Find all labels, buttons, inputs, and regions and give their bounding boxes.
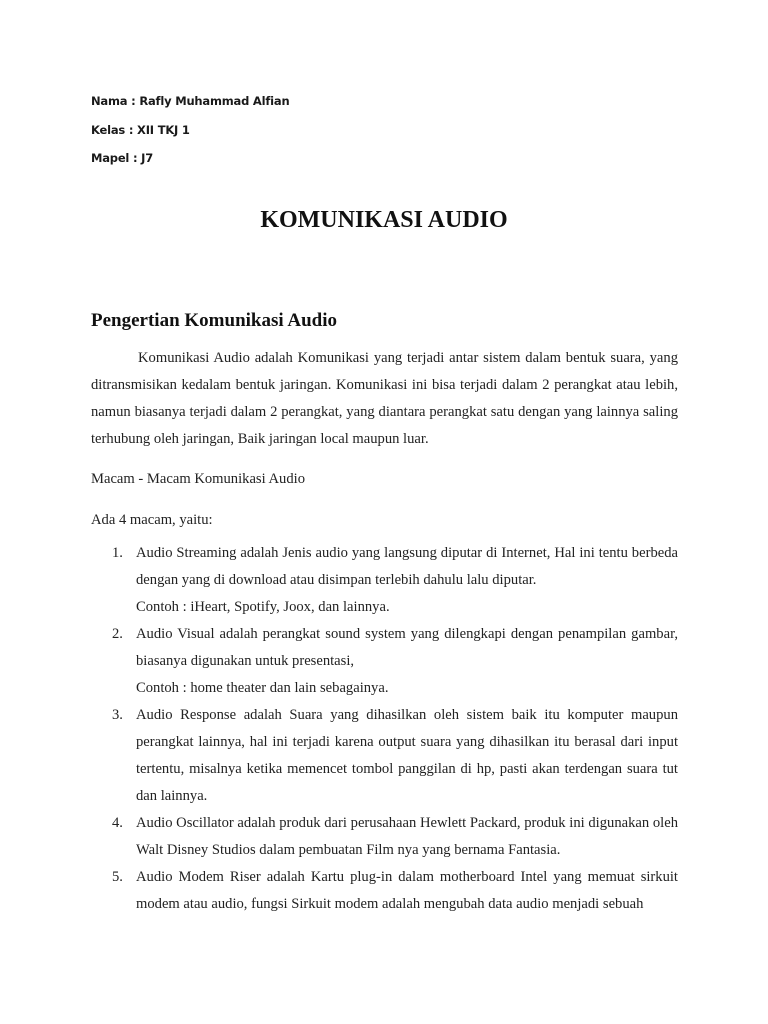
list-item-text: Audio Oscillator adalah produk dari perusahaan Hewlett Packard, produk ini digunakan oleh Walt Disney Studios dalam pembuatan Film nya yang bernama Fantasia. <box>136 815 678 858</box>
audio-types-list <box>91 540 678 918</box>
list-number: 5. <box>112 869 123 885</box>
list-item <box>91 810 678 864</box>
student-class: Kelas : XII TKJ 1 <box>91 123 190 137</box>
list-item-text: Audio Modem Riser adalah Kartu plug-in dalam motherboard Intel yang memuat sirkuit modem atau audio, fungsi Sirkuit modem adalah mengubah data audio menjadi sebuah <box>136 869 678 912</box>
list-number: 4. <box>112 815 123 831</box>
list-item <box>91 864 678 918</box>
subject: Mapel : J7 <box>91 151 154 165</box>
list-number: 3. <box>112 707 123 723</box>
list-item-example: Contoh : home theater dan lain sebagainya. <box>136 680 389 696</box>
student-name: Nama : Rafly Muhammad Alfian <box>91 94 290 108</box>
types-intro: Ada 4 macam, yaitu: <box>91 512 213 528</box>
list-item-example: Contoh : iHeart, Spotify, Joox, dan lainnya. <box>136 599 390 615</box>
list-number: 1. <box>112 545 123 561</box>
list-item-text: Audio Streaming adalah Jenis audio yang langsung diputar di Internet, Hal ini tentu berbeda dengan yang di download atau disimpan terlebih dahulu lalu diputar. <box>136 545 678 588</box>
section-heading: Pengertian Komunikasi Audio <box>91 310 337 331</box>
list-item-text: Audio Response adalah Suara yang dihasilkan oleh sistem baik itu komputer maupun perangkat lainnya, hal ini terjadi karena output suara yang dihasilkan itu berasal dari input tertentu, misalnya ketika memencet tombol panggilan di hp, pasti akan terdengan suara tut dan lainnya. <box>136 707 678 804</box>
types-heading: Macam - Macam Komunikasi Audio <box>91 471 305 487</box>
list-item <box>91 702 678 810</box>
document-title: KOMUNIKASI AUDIO <box>260 207 508 233</box>
list-item <box>91 540 678 621</box>
list-number: 2. <box>112 626 123 642</box>
list-item <box>91 621 678 702</box>
list-item-text: Audio Visual adalah perangkat sound system yang dilengkapi dengan penampilan gambar, biasanya digunakan untuk presentasi, <box>136 626 678 669</box>
definition-paragraph: Komunikasi Audio adalah Komunikasi yang terjadi antar sistem dalam bentuk suara, yang ditransmisikan kedalam bentuk jaringan. Komunikasi ini bisa terjadi dalam 2 perangkat atau lebih, namun biasanya terjadi dalam 2 perangkat, yang diantara perangkat satu dengan yang lainnya saling terhubung oleh jaringan, Baik jaringan local maupun luar. <box>91 350 678 447</box>
